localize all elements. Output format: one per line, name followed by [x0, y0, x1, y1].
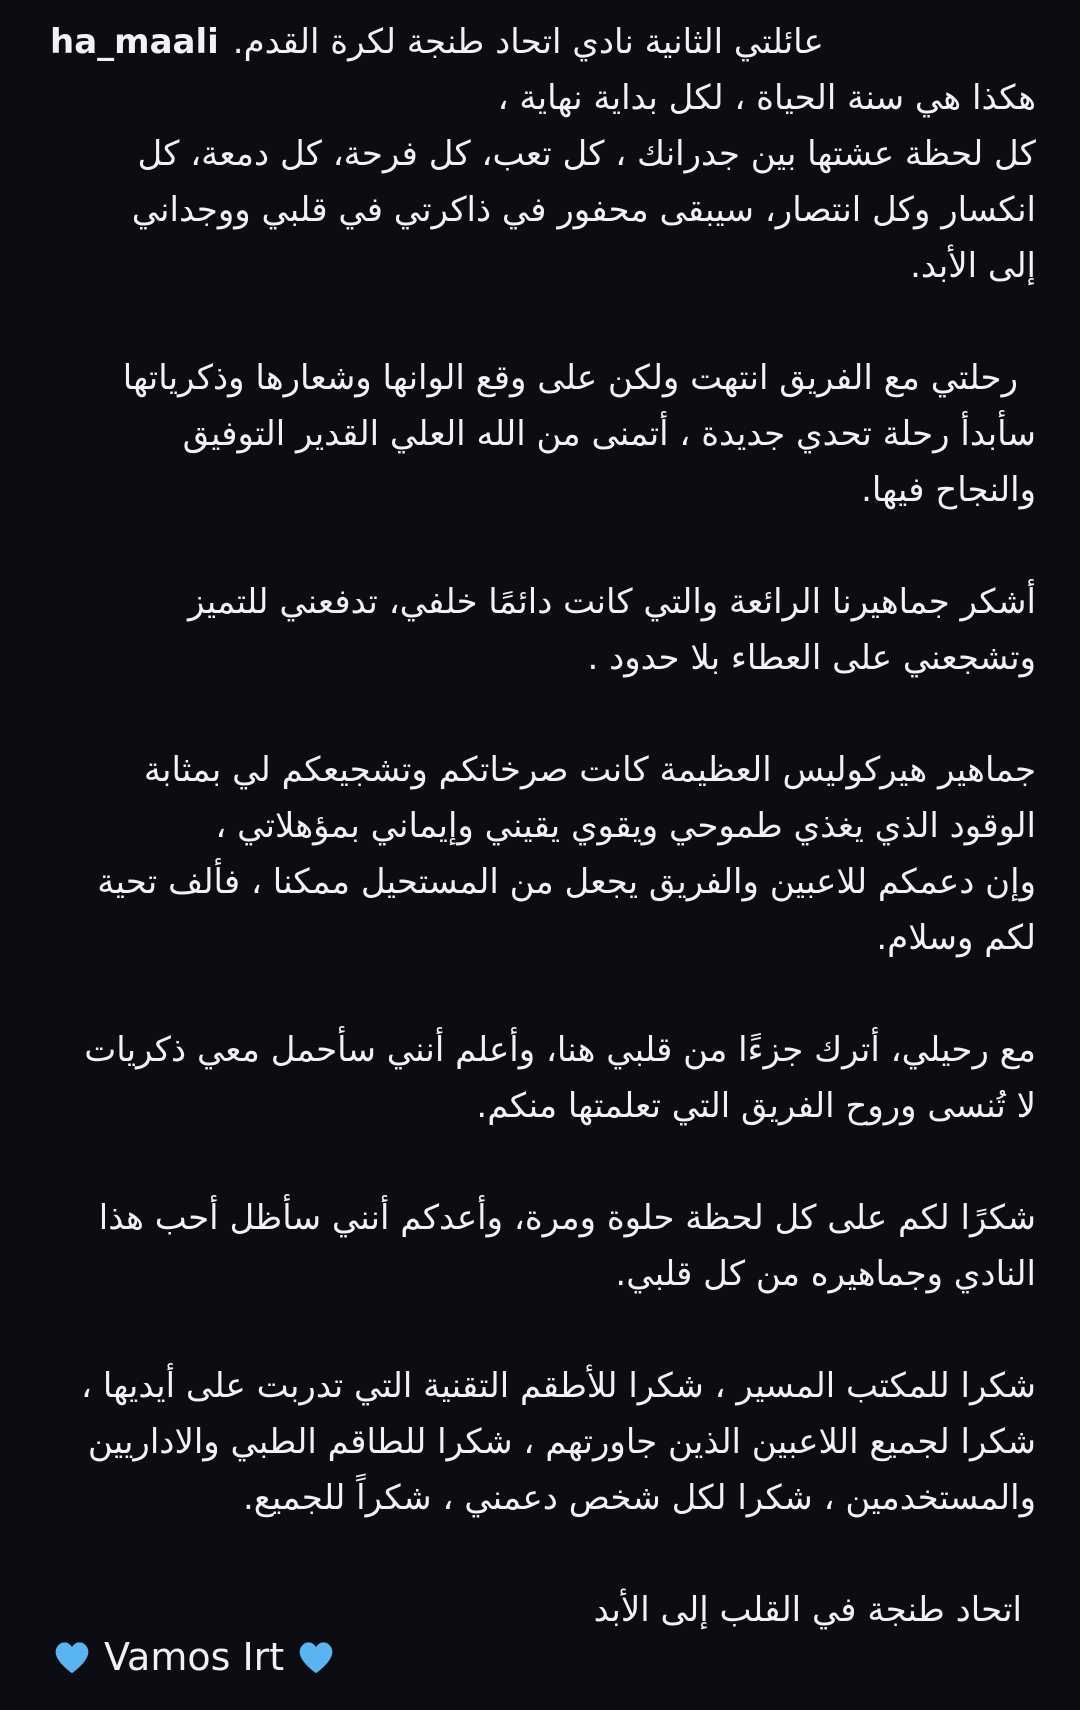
caption-line: إلى الأبد. [910, 246, 1036, 286]
caption-line: شكرا للمكتب المسير ، شكرا للأطقم التقنية التي تدربت على أيديها ، [81, 1366, 1036, 1406]
post-caption [50, 14, 1036, 1638]
paragraph-gap [50, 686, 1036, 742]
caption-line: لكم وسلام. [876, 918, 1036, 958]
blue-heart-icon [296, 1637, 336, 1677]
caption-line: والنجاح فيها. [861, 470, 1036, 510]
caption-line: الوقود الذي يغذي طموحي ويقوي يقيني وإيماني بمؤهلاتي ، [215, 806, 1036, 846]
caption-line: مع رحيلي، أترك جزءًا من قلبي هنا، وأعلم أنني سأحمل معي ذكريات [84, 1030, 1036, 1070]
caption-closing-line: اتحاد طنجة في القلب إلى الأبد [593, 1590, 1022, 1630]
caption-line: أشكر جماهيرنا الرائعة والتي كانت دائمًا خلفي، تدفعني للتميز [187, 582, 1036, 622]
caption-line: انكسار وكل انتصار، سيبقى محفور في ذاكرتي في قلبي ووجداني [131, 190, 1036, 230]
paragraph-gap [50, 1526, 1036, 1582]
paragraph-gap [50, 966, 1036, 1022]
caption-line: لا تُنسى وروح الفريق التي تعلمتها منكم. [476, 1086, 1036, 1126]
caption-line: سأبدأ رحلة تحدي جديدة ، أتمنى من الله العلي القدير التوفيق [182, 414, 1036, 454]
username-link[interactable]: ha_maali [50, 22, 219, 62]
caption-text-first-line: عائلتي الثانية نادي اتحاد طنجة لكرة القدم. [232, 22, 824, 62]
paragraph-gap [50, 1134, 1036, 1190]
caption-line: وتشجعني على العطاء بلا حدود . [587, 638, 1036, 678]
caption-line: والمستخدمين ، شكرا لكل شخص دعمني ، شكراً للجميع. [242, 1478, 1036, 1518]
caption-line: شكرا لجميع اللاعبين الذين جاورتهم ، شكرا للطاقم الطبي والاداريين [87, 1422, 1036, 1462]
paragraph-gap [50, 1302, 1036, 1358]
caption-line: هكذا هي سنة الحياة ، لكل بداية نهاية ، [497, 78, 1036, 118]
blue-heart-icon [52, 1637, 92, 1677]
caption-line: النادي وجماهيره من كل قلبي. [615, 1254, 1036, 1294]
caption-line: جماهير هيركوليس العظيمة كانت صرخاتكم وتشجيعكم لي بمثابة [143, 750, 1036, 790]
caption-first-line [50, 14, 1036, 70]
caption-line: شكرًا لكم على كل لحظة حلوة ومرة، وأعدكم أنني سأظل أحب هذا [98, 1198, 1036, 1238]
paragraph-gap [50, 518, 1036, 574]
sign-off-text: Vamos Irt [104, 1635, 285, 1679]
caption-line: رحلتي مع الفريق انتهت ولكن على وقع الوانها وشعارها وذكرياتها [122, 358, 1018, 398]
caption-line: كل لحظة عشتها بين جدرانك ، كل تعب، كل فرحة، كل دمعة، كل [137, 134, 1036, 174]
sign-off [52, 1635, 336, 1679]
caption-line: وإن دعمكم للاعبين والفريق يجعل من المستحيل ممكنا ، فألف تحية [97, 862, 1036, 902]
paragraph-gap [50, 294, 1036, 350]
